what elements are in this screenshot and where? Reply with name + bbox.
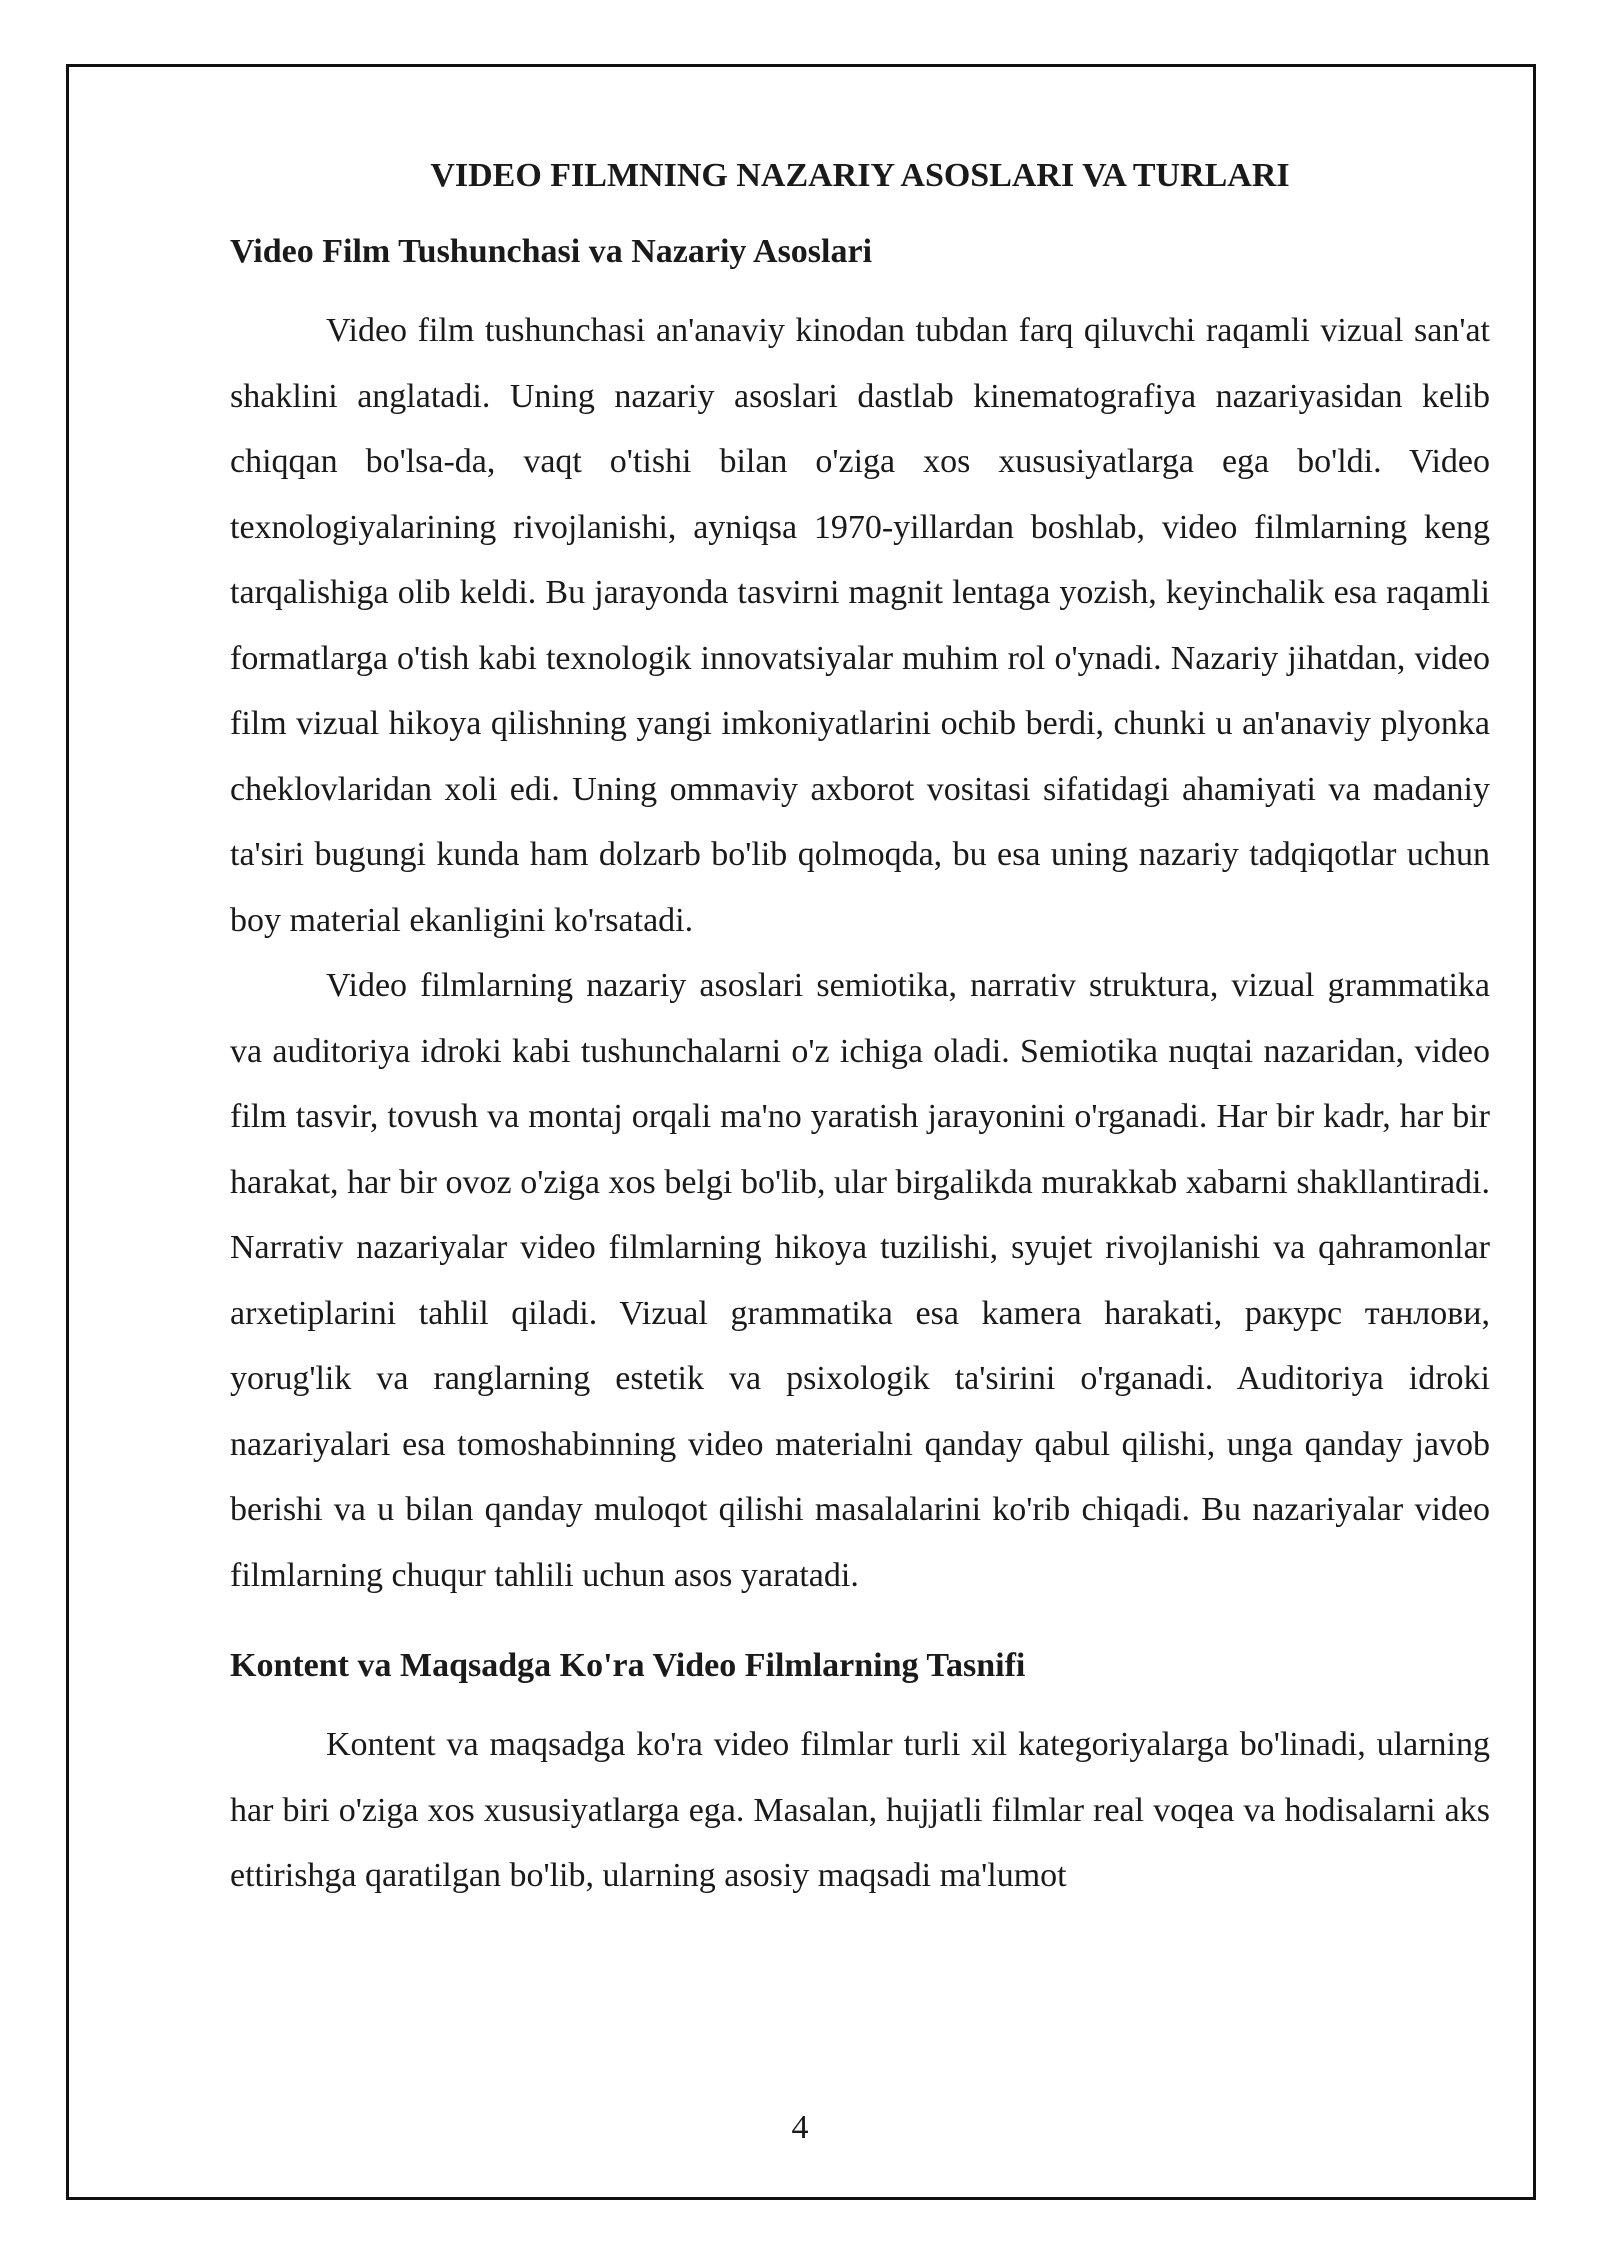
section-heading-classification: Kontent va Maqsadga Ko'ra Video Filmlarning Tasnifi bbox=[230, 1647, 1026, 1684]
paragraph-content-classification: Kontent va maqsadga ko'ra video filmlar turli xil kategoriyalarga bo'linadi, ularning har biri o'ziga xos xususiyatlarga ega. Masalan, hujjatli filmlar real voqea va hodisalarni aks ettirishga qaratilgan bo'lib, ularning asosiy maqsadi ma'lumot bbox=[230, 1726, 1490, 1894]
paragraph-theoretical-foundations: Video filmlarning nazariy asoslari semiotika, narrativ struktura, vizual grammatika va auditoriya idroki kabi tushunchalarni o'z ichiga oladi. Semiotika nuqtai nazaridan, video film tasvir, tovush va montaj orqali ma'no yaratish jarayonini o'rganadi. Har bir kadr, har bir harakat, har bir ovoz o'ziga xos belgi bo'lib, ular birgalikda murakkab xabarni shakllantiradi. Narrativ nazariyalar video filmlarning hikoya tuzilishi, syujet rivojlanishi va qahramonlar arxetiplarini tahlil qiladi. Vizual grammatika esa kamera harakati, ракурс танлови, yorug'lik va ranglarning estetik va psixologik ta'sirini o'rganadi. Auditoriya idroki nazariyalari esa tomoshabinning video materialni qanday qabul qilishi, unga qanday javob berishi va u bilan qanday muloqot qilishi masalalarini ko'rib chiqadi. Bu nazariyalar video filmlarning chuqur tahlili uchun asos yaratadi. bbox=[230, 967, 1490, 1594]
page-content bbox=[230, 148, 1490, 1908]
document-title: VIDEO FILMNING NAZARIY ASOSLARI VA TURLARI bbox=[430, 157, 1290, 194]
section-heading-theory: Video Film Tushunchasi va Nazariy Asoslari bbox=[230, 233, 873, 270]
page-number: 4 bbox=[791, 2109, 809, 2146]
paragraph-video-film-concept: Video film tushunchasi an'anaviy kinodan tubdan farq qiluvchi raqamli vizual san'at shaklini anglatadi. Uning nazariy asoslari dastlab kinematografiya nazariyasidan kelib chiqqan bo'lsa-da, vaqt o'tishi bilan o'ziga xos xususiyatlarga ega bo'ldi. Video texnologiyalarining rivojlanishi, ayniqsa 1970-yillardan boshlab, video filmlarning keng tarqalishiga olib keldi. Bu jarayonda tasvirni magnit lentaga yozish, keyinchalik esa raqamli formatlarga o'tish kabi texnologik innovatsiyalar muhim rol o'ynadi. Nazariy jihatdan, video film vizual hikoya qilishning yangi imkoniyatlarini ochib berdi, chunki u an'anaviy plyonka cheklovlaridan xoli edi. Uning ommaviy axborot vositasi sifatidagi ahamiyati va madaniy ta'siri bugungi kunda ham dolzarb bo'lib qolmoqda, bu esa uning nazariy tadqiqotlar uchun boy material ekanligini ko'rsatadi. bbox=[230, 312, 1490, 939]
